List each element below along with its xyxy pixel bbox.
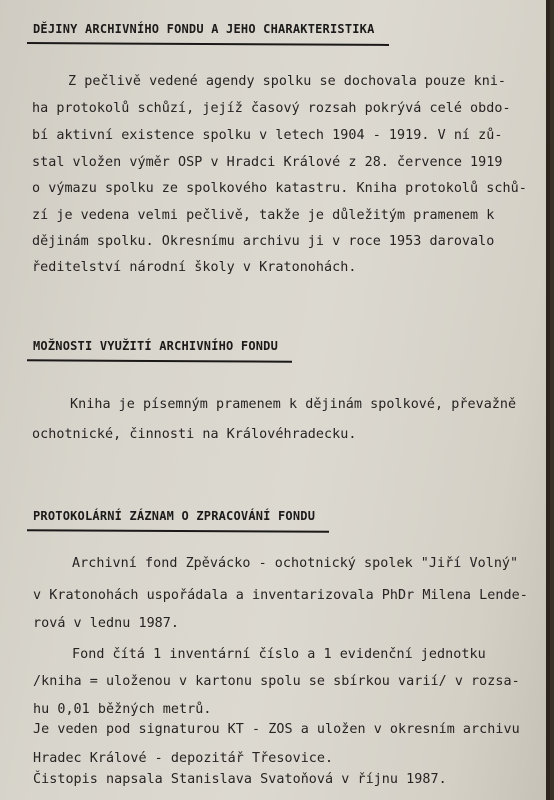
text-line: Fond čítá 1 inventární číslo a 1 evidenční jednotku (72, 647, 486, 662)
text-line: stal vložen výměr OSP v Hradci Králové z 28. července 1919 (32, 155, 503, 170)
text-line: hu 0,01 běžných metrů. (33, 702, 212, 717)
text-line: rová v lednu 1987. (33, 616, 180, 631)
text-line: dějinám spolku. Okresnímu archivu ji v roce 1953 darovalo (32, 234, 495, 249)
text-line: ochotnické, činnosti na Královéhradecku. (32, 427, 357, 442)
text-line: zí je vedena velmi pečlivě, takže je důležitým pramenem k (32, 208, 495, 223)
text-line: bí aktivní existence spolku v letech 1904 - 1919. V ní zů- (32, 128, 503, 143)
text-line: Kniha je písemným pramenem k dějinám spolkové, převažně (70, 397, 517, 412)
text-line: o výmazu spolku ze spolkového katastru. Kniha protokolů schů- (32, 181, 527, 196)
page-edge-shadow (546, 0, 550, 800)
text-line: Je veden pod signaturou KT - ZOS a uložen v okresním archivu (33, 722, 520, 737)
text-line: v Kratonohách uspořádala a inventarizovala PhDr Milena Lende- (33, 588, 528, 603)
section-heading-history: DĚJINY ARCHIVNÍHO FONDU A JEHO CHARAKTERISTIKA (33, 22, 375, 36)
text-line: Čistopis napsala Stanislava Svatoňová v říjnu 1987. (33, 772, 447, 787)
text-line: ha protokolů schůzí, jejíž časový rozsah pokrývá celé obdo- (32, 101, 511, 116)
section-heading-processing-record: PROTOKOLÁRNÍ ZÁZNAM O ZPRACOVÁNÍ FONDU (33, 509, 316, 523)
text-line: Hradec Králové - depozitář Třesovice. (33, 751, 334, 766)
section-heading-usage: MOŽNOSTI VYUŽITÍ ARCHIVNÍHO FONDU (33, 339, 279, 353)
text-line: Z pečlivě vedené agendy spolku se dochovala pouze kni- (68, 74, 507, 89)
text-line: ředitelství národní školy v Kratonohách. (32, 260, 357, 275)
text-line: /kniha = uloženou v kartonu spolu se sbírkou varií/ v rozsa- (33, 674, 520, 689)
text-line: Archivní fond Zpěvácko - ochotnický spolek "Jiří Volný" (72, 556, 519, 571)
